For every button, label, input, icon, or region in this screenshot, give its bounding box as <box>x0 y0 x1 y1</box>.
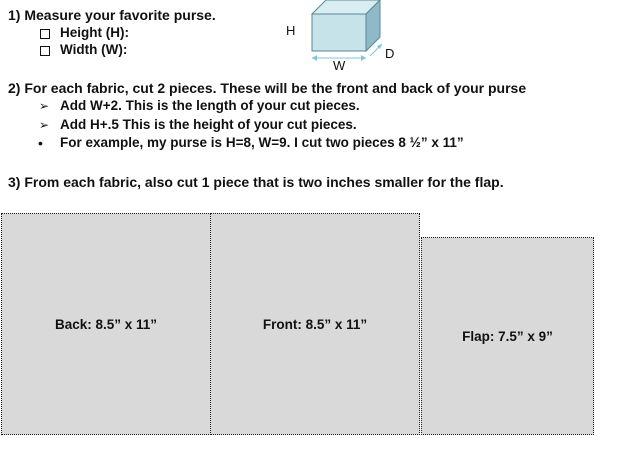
step3-heading: 3) From each fabric, also cut 1 piece that is two inches smaller for the flap. <box>8 174 504 190</box>
step2-item-height: Add H+.5 This is the height of your cut pieces. <box>60 117 357 132</box>
step2-heading: 2) For each fabric, cut 2 pieces. These will be the front and back of your purse <box>8 80 527 96</box>
item-width: Width (W): <box>60 42 128 57</box>
width-arrow-left <box>312 55 317 61</box>
item-height: Height (H): <box>60 25 129 40</box>
width-arrow-right <box>361 55 366 61</box>
back-piece-label: Back: 8.5” x 11” <box>54 316 158 332</box>
checkbox-width[interactable] <box>40 46 50 56</box>
cube-front-face <box>312 14 366 51</box>
arrow-bullet-icon: ➢ <box>39 118 50 132</box>
front-piece <box>210 213 420 435</box>
height-label: H <box>286 23 296 38</box>
front-piece-label: Front: 8.5” x 11” <box>262 316 368 332</box>
flap-piece-label: Flap: 7.5” x 9” <box>462 328 553 344</box>
checkbox-height[interactable] <box>40 29 50 39</box>
back-piece <box>1 213 211 435</box>
bullet-dot-icon: • <box>38 135 43 151</box>
step2-item-example: For example, my purse is H=8, W=9. I cut two pieces 8 ½” x 11” <box>60 135 464 150</box>
arrow-bullet-icon: ➢ <box>39 99 50 113</box>
depth-label: D <box>385 46 395 61</box>
flap-piece <box>421 237 594 435</box>
step1-heading: 1) Measure your favorite purse. <box>8 7 216 23</box>
width-label: W <box>333 58 346 73</box>
step2-item-length: Add W+2. This is the length of your cut pieces. <box>60 98 360 113</box>
